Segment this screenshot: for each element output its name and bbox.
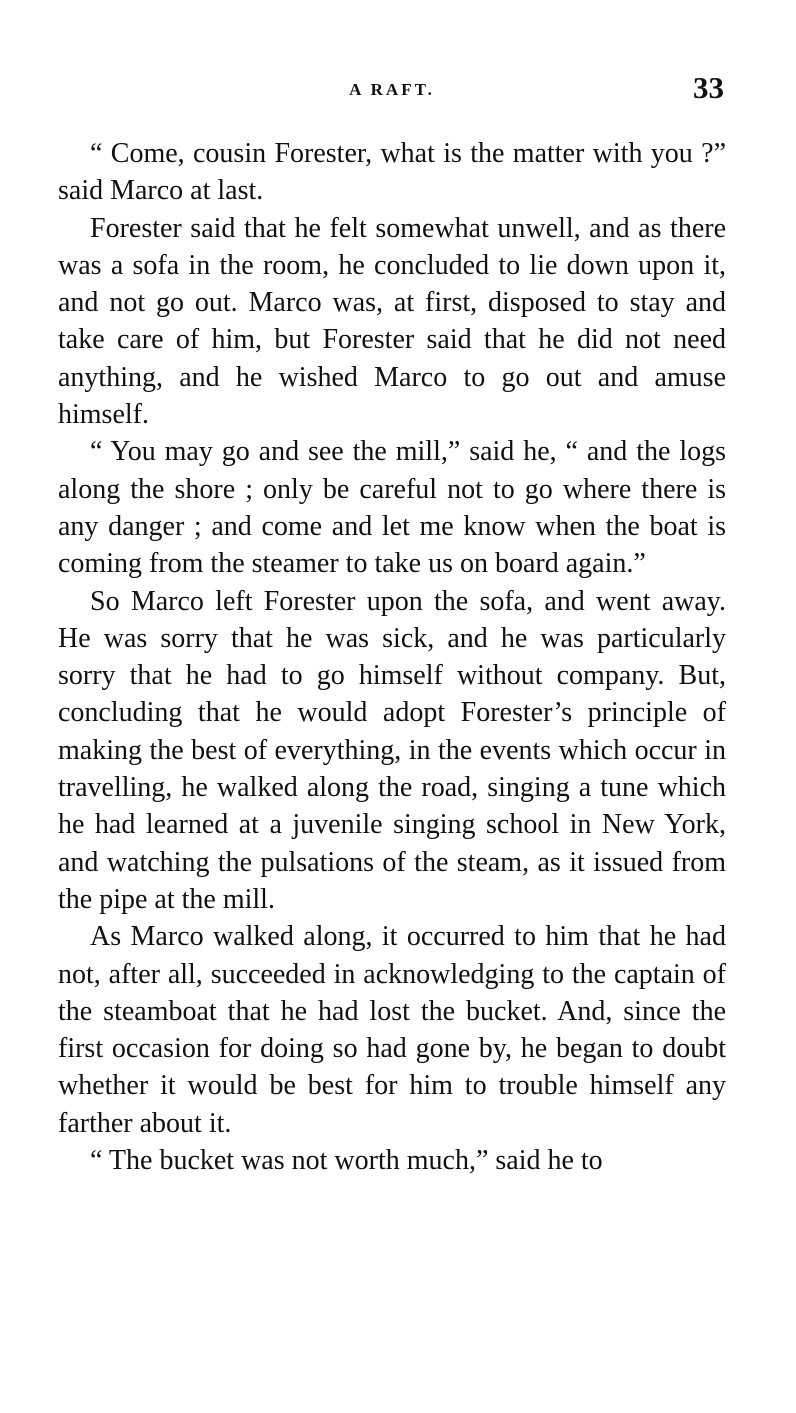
paragraph: Forester said that he felt somewhat unwell, and as there was a sofa in the room, he concluded to lie down upon it, and not go out. Marco was, at first, disposed to stay and take care of him, but Forester said that he did not need anything, and he wished Marco to go out and amuse himself. [58,212,726,431]
page-number: 33 [693,70,724,105]
paragraph: As Marco walked along, it occurred to him that he had not, after all, succeeded in acknowledging to the captain of the steamboat that he had lost the bucket. And, since the first occasion for doing so had gone by, he began to doubt whether it would be best for him to trouble himself any farther about it. [58,921,726,1139]
body-text [58,135,726,1179]
paragraph: “ Come, cousin Forester, what is the matter with you ?” said Marco at last. [58,138,726,207]
running-head [58,70,726,110]
paragraph: So Marco left Forester upon the sofa, and went away. He was sorry that he was sick, and he was particularly sorry that he had to go himself without company. But, concluding that he would adopt Forester’s principle of making the best of everything, in the events which occur in travelling, he walked along the road, singing a tune which he had learned at a juvenile singing school in New York, and watching the pulsations of the steam, as it issued from the pipe at the mill. [58,585,726,915]
paragraph: “ You may go and see the mill,” said he, “ and the logs along the shore ; only be careful not to go where there is any danger ; and come and let me know when the boat is coming from the steamer to take us on board again.” [58,436,726,580]
paragraph: “ The bucket was not worth much,” said he to [90,1145,603,1177]
running-title: A RAFT. [349,80,435,99]
